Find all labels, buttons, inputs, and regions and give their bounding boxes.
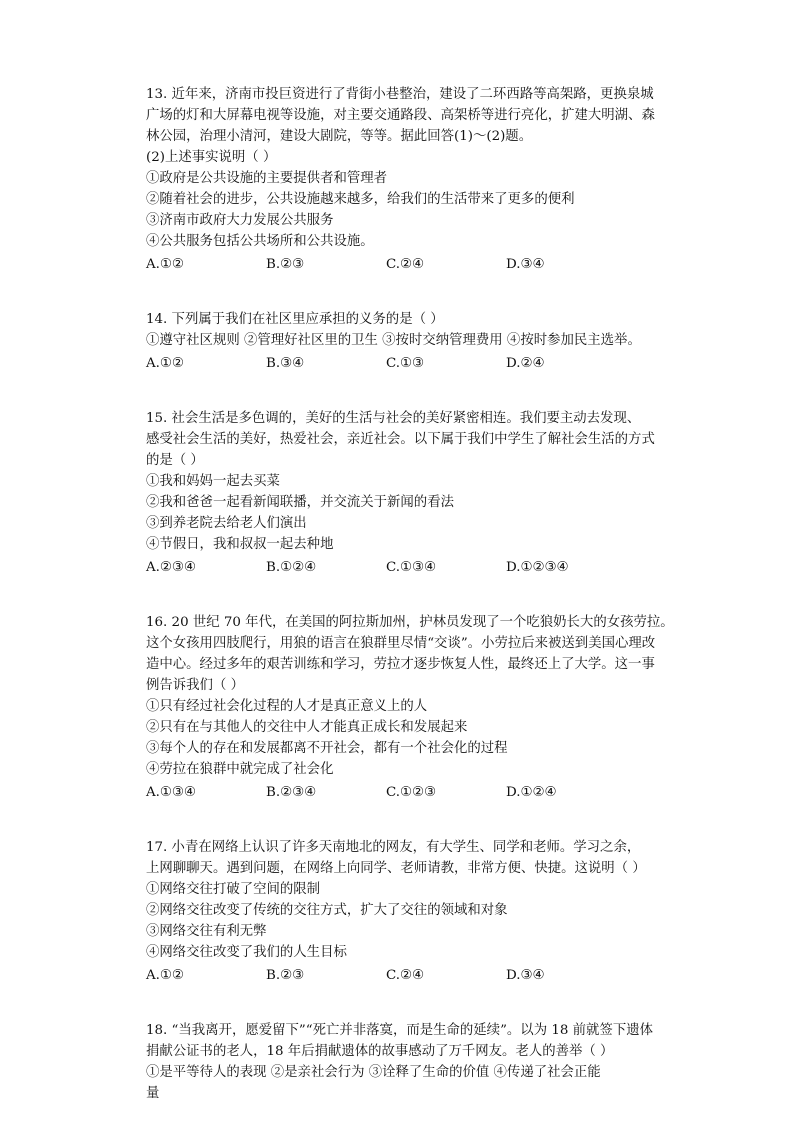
question-15 — [146, 408, 686, 578]
question-line: 15. 社会生活是多色调的，美好的生活与社会的美好紧密相连。我们要主动去发现、 — [146, 411, 641, 426]
answer-choices — [146, 353, 686, 374]
question-line: ④公共服务包括公共场所和公共设施。 — [146, 234, 374, 249]
question-line: 的是（ ） — [146, 453, 204, 468]
question-line: ②我和爸爸一起看新闻联播，并交流关于新闻的看法 — [146, 495, 454, 510]
question-line: 上网聊聊天。遇到问题，在网络上向同学、老师请教，非常方便、快捷。这说明（ ） — [146, 861, 646, 876]
answer-choice: A.①③④ — [146, 785, 196, 800]
answer-choice: C.②④ — [386, 257, 425, 272]
answer-choices — [146, 782, 686, 803]
question-line: ①政府是公共设施的主要提供者和管理者 — [146, 171, 388, 186]
question-16 — [146, 612, 686, 803]
answer-choice: A.①② — [146, 968, 184, 983]
spacer — [146, 578, 686, 612]
answer-choice: C.①②③ — [386, 785, 437, 800]
question-14 — [146, 309, 686, 374]
question-line: (2)上述事实说明（ ） — [146, 150, 277, 165]
question-line: ②随着社会的进步，公共设施越来越多，给我们的生活带来了更多的便利 — [146, 192, 575, 207]
question-line: ④劳拉在狼群中就完成了社会化 — [146, 762, 334, 777]
spacer — [146, 275, 686, 309]
question-list — [146, 84, 686, 1104]
question-line: 16. 20 世纪 70 年代，在美国的阿拉斯加州，护林员发现了一个吃狼奶长大的女孩劳拉。 — [146, 615, 674, 630]
question-line: ②只有在与其他人的交往中人才能真正成长和发展起来 — [146, 720, 468, 735]
answer-choice: D.②④ — [506, 356, 545, 371]
answer-choice: C.②④ — [386, 968, 425, 983]
question-line: 林公园，治理小清河，建设大剧院，等等。据此回答(1)～(2)题。 — [146, 129, 533, 144]
answer-choice: D.③④ — [506, 968, 545, 983]
answer-choice: B.③④ — [266, 356, 305, 371]
question-line: ④节假日，我和叔叔一起去种地 — [146, 537, 334, 552]
answer-choice: C.①③④ — [386, 560, 437, 575]
answer-choice: C.①③ — [386, 356, 425, 371]
question-line: ①是平等待人的表现 ②是亲社会行为 ③诠释了生命的价值 ④传递了社会正能 — [146, 1065, 601, 1080]
question-line: ②网络交往改变了传统的交往方式，扩大了交往的领域和对象 — [146, 903, 508, 918]
spacer — [146, 986, 686, 1020]
question-line: ③每个人的存在和发展都离不开社会，都有一个社会化的过程 — [146, 741, 508, 756]
question-line: 这个女孩用四肢爬行，用狼的语言在狼群里尽情“交谈”。小劳拉后来被送到美国心理改 — [146, 636, 656, 651]
answer-choice: D.③④ — [506, 257, 545, 272]
question-line: 14. 下列属于我们在社区里应承担的义务的是（ ） — [146, 312, 444, 327]
spacer — [146, 374, 686, 408]
spacer — [146, 803, 686, 837]
question-line: ①网络交往打破了空间的限制 — [146, 882, 321, 897]
answer-choice: B.②③ — [266, 257, 305, 272]
question-line: ④网络交往改变了我们的人生目标 — [146, 945, 347, 960]
answer-choices — [146, 254, 686, 275]
answer-choice: A.①② — [146, 356, 184, 371]
answer-choice: A.①② — [146, 257, 184, 272]
question-line: ①遵守社区规则 ②管理好社区里的卫生 ③按时交纳管理费用 ④按时参加民主选举。 — [146, 333, 641, 348]
answer-choice: D.①②④ — [506, 785, 557, 800]
question-line: ③网络交往有利无弊 — [146, 924, 267, 939]
question-line: ①我和妈妈一起去买菜 — [146, 474, 280, 489]
answer-choice: B.②③④ — [266, 785, 317, 800]
question-13 — [146, 84, 686, 275]
answer-choices — [146, 965, 686, 986]
answer-choice: B.①②④ — [266, 560, 317, 575]
question-line: 造中心。经过多年的艰苦训练和学习，劳拉才逐步恢复人性，最终还上了大学。这一事 — [146, 657, 655, 672]
question-line: 18. “当我离开，愿爱留下”“死亡并非落寞，而是生命的延续”。以为 18 前就签下遗体 — [146, 1023, 653, 1038]
question-line: 例告诉我们（ ） — [146, 678, 244, 693]
question-line: 13. 近年来，济南市投巨资进行了背街小巷整治，建设了二环西路等高架路，更换泉城 — [146, 87, 654, 102]
answer-choice: A.②③④ — [146, 560, 196, 575]
question-line: 感受社会生活的美好，热爱社会，亲近社会。以下属于我们中学生了解社会生活的方式 — [146, 432, 655, 447]
answer-choice: D.①②③④ — [506, 560, 569, 575]
question-line: 广场的灯和大屏幕电视等设施，对主要交通路段、高架桥等进行亮化，扩建大明湖、森 — [146, 108, 655, 123]
question-line: ③济南市政府大力发展公共服务 — [146, 213, 334, 228]
question-line: 量 — [146, 1086, 160, 1101]
question-line: ①只有经过社会化过程的人才是真正意义上的人 — [146, 699, 428, 714]
question-line: 捐献公证书的老人，18 年后捐献遗体的故事感动了万千网友。老人的善举（ ） — [146, 1044, 614, 1059]
question-18 — [146, 1020, 686, 1104]
answer-choices — [146, 557, 686, 578]
answer-choice: B.②③ — [266, 968, 305, 983]
question-line: 17. 小青在网络上认识了许多天南地北的网友，有大学生、同学和老师。学习之余， — [146, 840, 641, 855]
question-line: ③到养老院去给老人们演出 — [146, 516, 307, 531]
question-17 — [146, 837, 686, 986]
